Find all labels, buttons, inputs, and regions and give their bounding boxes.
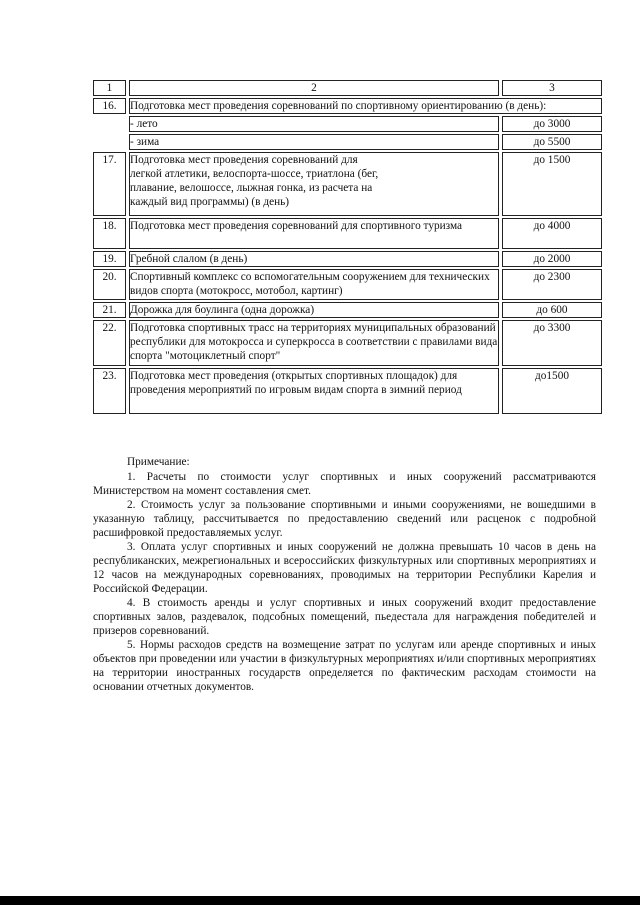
- row-description: Подготовка спортивных трасс на территориях муниципальных образований республики для мотокросса и суперкросса в соответствии с правилами вида спорта "мотоциклетный спорт": [129, 320, 499, 366]
- note-item: 1. Расчеты по стоимости услуг спортивных и иных сооружений рассматриваются Министерством на момент составления смет.: [93, 471, 596, 497]
- table-row: [93, 251, 602, 267]
- row-description: Подготовка мест проведения соревнований для легкой атлетики, велоспорта-шоссе, триатлона (бег, плавание, велошоссе, лыжная гонка, из расчета на каждый вид программы) (в день): [129, 152, 499, 216]
- table-row: [93, 302, 602, 318]
- note-item: 2. Стоимость услуг за пользование спортивными и иными сооружениями, не вошедшими в указанную таблицу, рассчитывается по предоставлению сведений или расценок с подробной расшифровкой предоставляемых услуг.: [93, 499, 596, 539]
- row-description: Гребной слалом (в день): [129, 251, 499, 267]
- row-description: - лето: [129, 116, 499, 132]
- row-number: 20.: [93, 269, 126, 300]
- header-col-3: 3: [502, 80, 602, 96]
- row-number: 19.: [93, 251, 126, 267]
- table-row: [93, 218, 602, 249]
- notes-title: Примечание:: [127, 456, 190, 468]
- header-col-1: 1: [93, 80, 126, 96]
- row-number: 23.: [93, 368, 126, 414]
- table-row: [93, 116, 602, 132]
- note-item: 4. В стоимость аренды и услуг спортивных и иных сооружений входит предоставление спортивных залов, раздевалок, подсобных помещений, пьедестала для награждения победителей и призеров соревнований.: [93, 597, 596, 637]
- row-number: 16.: [93, 98, 126, 114]
- row-description: Подготовка мест проведения (открытых спортивных площадок) для проведения мероприятий по игровым видам спорта в зимний период: [129, 368, 499, 414]
- row-price: до 4000: [502, 218, 602, 249]
- row-description: Подготовка мест проведения соревнований для спортивного туризма: [129, 218, 499, 249]
- row-price: до 3000: [502, 116, 602, 132]
- table-row: [93, 98, 602, 114]
- row-description: - зима: [129, 134, 499, 150]
- note-item: 3. Оплата услуг спортивных и иных сооружений не должна превышать 10 часов в день на республиканских, межрегиональных и всероссийских физкультурных или спортивных мероприятиях и 12 часов на международных соревнованиях, проводимых на территории Республики Карелия и Российской Федерации.: [93, 541, 596, 595]
- row-number: 22.: [93, 320, 126, 366]
- row-number: 18.: [93, 218, 126, 249]
- row-description: Подготовка мест проведения соревнований по спортивному ориентированию (в день):: [129, 98, 602, 114]
- row-description: Дорожка для боулинга (одна дорожка): [129, 302, 499, 318]
- row-price: до1500: [502, 368, 602, 414]
- row-number: 17.: [93, 152, 126, 216]
- row-price: до 2000: [502, 251, 602, 267]
- scan-bottom-edge: [0, 896, 640, 905]
- table-row: [93, 134, 602, 150]
- row-price: до 2300: [502, 269, 602, 300]
- table-row: [93, 269, 602, 300]
- row-description: Спортивный комплекс со вспомогательным сооружением для технических видов спорта (мотокросс, мотобол, картинг): [129, 269, 499, 300]
- table-row: [93, 320, 602, 366]
- table-row: [93, 368, 602, 414]
- services-price-table: [93, 78, 602, 416]
- header-col-2: 2: [129, 80, 499, 96]
- row-price: до 5500: [502, 134, 602, 150]
- row-price: до 3300: [502, 320, 602, 366]
- row-price: до 1500: [502, 152, 602, 216]
- row-number: 21.: [93, 302, 126, 318]
- table-row: [93, 152, 602, 216]
- row-price: до 600: [502, 302, 602, 318]
- notes-section: [93, 455, 596, 694]
- table-header-row: [93, 80, 602, 96]
- note-item: 5. Нормы расходов средств на возмещение затрат по услугам или аренде спортивных и иных объектов при проведении или участии в физкультурных мероприятиях и/или спортивных мероприятиях на территории иностранных государств определяется по фактическим расходам стоимости на основании отчетных документов.: [93, 639, 596, 693]
